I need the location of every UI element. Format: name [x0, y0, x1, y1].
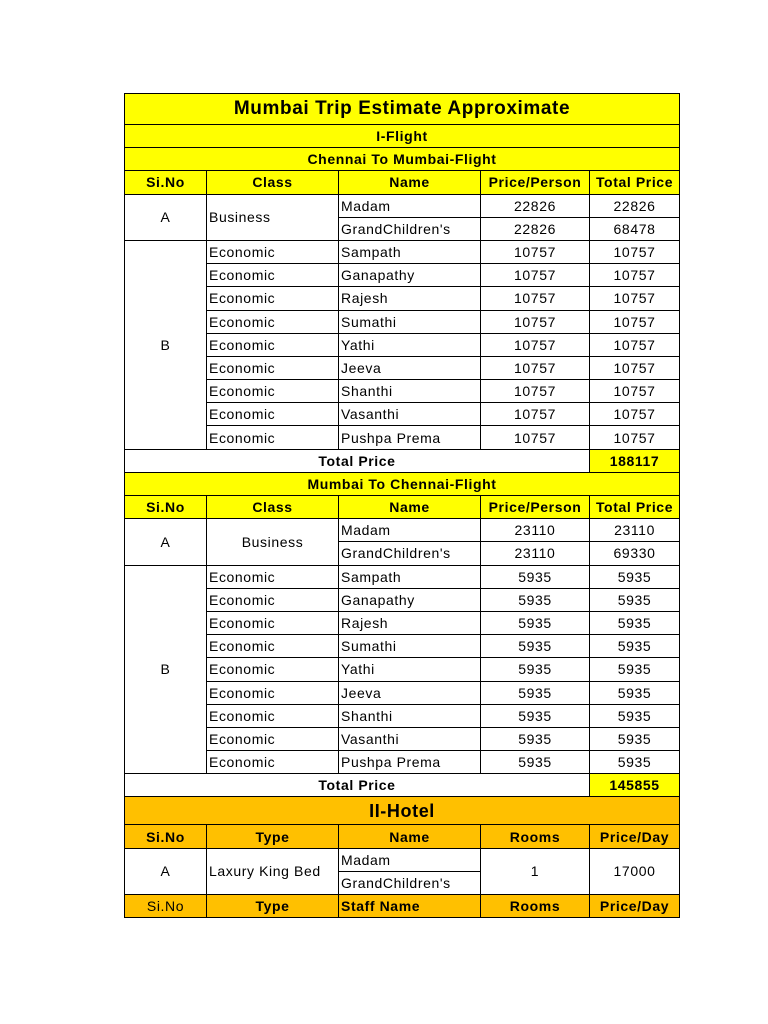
name-cell: Sumathi: [339, 635, 481, 658]
trip-estimate-table: [124, 93, 680, 918]
total-cell: 10757: [590, 380, 680, 403]
hotel-header-name: Name: [339, 825, 481, 848]
total-cell: 10757: [590, 403, 680, 426]
header-class: Class: [207, 171, 339, 194]
price-cell: 10757: [481, 380, 590, 403]
price-cell: 23110: [481, 519, 590, 542]
table-row: [125, 727, 680, 750]
total-cell: 10757: [590, 287, 680, 310]
name-cell: Madam: [339, 194, 481, 217]
name-cell: Rajesh: [339, 611, 481, 634]
total-cell: 10757: [590, 240, 680, 263]
price-cell: 5935: [481, 565, 590, 588]
table-row: [125, 287, 680, 310]
total-cell: 5935: [590, 635, 680, 658]
class-cell: Economic: [207, 565, 339, 588]
name-cell: GrandChildren's: [339, 217, 481, 240]
total-row: [125, 774, 680, 797]
table-row: [125, 565, 680, 588]
staff-header-sino: Si.No: [125, 895, 207, 918]
price-cell: 10757: [481, 356, 590, 379]
header-name: Name: [339, 496, 481, 519]
total-cell: 10757: [590, 264, 680, 287]
name-cell: Sumathi: [339, 310, 481, 333]
name-cell: Pushpa Prema: [339, 751, 481, 774]
total-cell: 10757: [590, 310, 680, 333]
name-cell: Rajesh: [339, 287, 481, 310]
price-cell: 5935: [481, 704, 590, 727]
price-cell: 10757: [481, 264, 590, 287]
name-cell: Ganapathy: [339, 264, 481, 287]
flight1-title: Chennai To Mumbai-Flight: [125, 148, 680, 171]
total-cell: 69330: [590, 542, 680, 565]
price-cell: 5935: [481, 751, 590, 774]
price-cell: 23110: [481, 542, 590, 565]
price-cell: 10757: [481, 310, 590, 333]
total-cell: 22826: [590, 194, 680, 217]
table-row: [125, 751, 680, 774]
hotel-sino-cell: A: [125, 848, 207, 894]
class-cell: Economic: [207, 681, 339, 704]
staff-header-name: Staff Name: [339, 895, 481, 918]
table-row: [125, 704, 680, 727]
flight2-title: Mumbai To Chennai-Flight: [125, 472, 680, 495]
column-header-row: [125, 496, 680, 519]
sino-cell: B: [125, 565, 207, 774]
table-row: [125, 333, 680, 356]
class-cell: Economic: [207, 287, 339, 310]
total-cell: 5935: [590, 658, 680, 681]
sino-cell: A: [125, 194, 207, 240]
name-cell: Sampath: [339, 565, 481, 588]
class-cell: Economic: [207, 240, 339, 263]
price-cell: 5935: [481, 635, 590, 658]
class-cell: Economic: [207, 704, 339, 727]
class-cell: Economic: [207, 611, 339, 634]
name-cell: Yathi: [339, 658, 481, 681]
price-cell: 10757: [481, 240, 590, 263]
name-cell: Ganapathy: [339, 588, 481, 611]
class-cell: Economic: [207, 380, 339, 403]
sino-cell: A: [125, 519, 207, 565]
section-flight-title: I-Flight: [125, 125, 680, 148]
name-cell: Shanthi: [339, 704, 481, 727]
total-cell: 5935: [590, 588, 680, 611]
class-cell: Economic: [207, 751, 339, 774]
table-row: [125, 588, 680, 611]
header-class: Class: [207, 496, 339, 519]
table-row: [125, 310, 680, 333]
column-header-row: [125, 171, 680, 194]
hotel-name-cell: Madam: [339, 848, 481, 871]
class-cell: Economic: [207, 333, 339, 356]
name-cell: GrandChildren's: [339, 542, 481, 565]
price-cell: 5935: [481, 588, 590, 611]
total-cell: 5935: [590, 565, 680, 588]
table-row: [125, 426, 680, 449]
class-cell: Economic: [207, 356, 339, 379]
total-cell: 5935: [590, 727, 680, 750]
header-total-price: Total Price: [590, 171, 680, 194]
total-row: [125, 449, 680, 472]
table-row: [125, 356, 680, 379]
hotel-price-day-cell: 17000: [590, 848, 680, 894]
class-cell: Economic: [207, 588, 339, 611]
total-cell: 10757: [590, 333, 680, 356]
staff-header-type: Type: [207, 895, 339, 918]
flight-title-row: [125, 148, 680, 171]
price-cell: 10757: [481, 403, 590, 426]
name-cell: Pushpa Prema: [339, 426, 481, 449]
total-price-value: 188117: [590, 449, 680, 472]
hotel-header-row: [125, 825, 680, 848]
price-cell: 10757: [481, 287, 590, 310]
name-cell: Vasanthi: [339, 403, 481, 426]
table-row: [125, 658, 680, 681]
staff-header-rooms: Rooms: [481, 895, 590, 918]
table-row: [125, 264, 680, 287]
price-cell: 5935: [481, 681, 590, 704]
header-name: Name: [339, 171, 481, 194]
page-title: Mumbai Trip Estimate Approximate: [125, 94, 680, 125]
price-cell: 5935: [481, 611, 590, 634]
class-cell: Economic: [207, 635, 339, 658]
hotel-header-sino: Si.No: [125, 825, 207, 848]
header-sino: Si.No: [125, 496, 207, 519]
name-cell: Sampath: [339, 240, 481, 263]
hotel-title-row: [125, 797, 680, 825]
hotel-title: II-Hotel: [125, 797, 680, 825]
total-cell: 68478: [590, 217, 680, 240]
table-row: [125, 380, 680, 403]
class-cell: Business: [207, 519, 339, 565]
class-cell: Economic: [207, 727, 339, 750]
section-row: [125, 125, 680, 148]
hotel-header-rooms: Rooms: [481, 825, 590, 848]
price-cell: 5935: [481, 658, 590, 681]
class-cell: Economic: [207, 264, 339, 287]
hotel-type-cell: Laxury King Bed: [207, 848, 339, 894]
price-cell: 5935: [481, 727, 590, 750]
hotel-row: [125, 848, 680, 871]
hotel-header-type: Type: [207, 825, 339, 848]
header-price-person: Price/Person: [481, 171, 590, 194]
name-cell: Yathi: [339, 333, 481, 356]
total-cell: 10757: [590, 426, 680, 449]
class-cell: Economic: [207, 658, 339, 681]
name-cell: Shanthi: [339, 380, 481, 403]
staff-header-row: [125, 895, 680, 918]
class-cell: Economic: [207, 310, 339, 333]
total-cell: 23110: [590, 519, 680, 542]
table-row: [125, 681, 680, 704]
staff-header-price-day: Price/Day: [590, 895, 680, 918]
hotel-header-price-day: Price/Day: [590, 825, 680, 848]
total-price-label: Total Price: [125, 449, 590, 472]
hotel-rooms-cell: 1: [481, 848, 590, 894]
sino-cell: B: [125, 240, 207, 449]
price-cell: 22826: [481, 194, 590, 217]
table-row: [125, 519, 680, 542]
price-cell: 10757: [481, 333, 590, 356]
total-cell: 5935: [590, 751, 680, 774]
total-cell: 10757: [590, 356, 680, 379]
name-cell: Madam: [339, 519, 481, 542]
header-price-person: Price/Person: [481, 496, 590, 519]
name-cell: Jeeva: [339, 681, 481, 704]
name-cell: Jeeva: [339, 356, 481, 379]
header-total-price: Total Price: [590, 496, 680, 519]
hotel-name-cell: GrandChildren's: [339, 871, 481, 894]
title-row: [125, 94, 680, 125]
table-row: [125, 403, 680, 426]
table-row: [125, 240, 680, 263]
total-cell: 5935: [590, 704, 680, 727]
header-sino: Si.No: [125, 171, 207, 194]
price-cell: 10757: [481, 426, 590, 449]
total-cell: 5935: [590, 681, 680, 704]
name-cell: Vasanthi: [339, 727, 481, 750]
class-cell: Business: [207, 194, 339, 240]
flight-title-row: [125, 472, 680, 495]
table-row: [125, 635, 680, 658]
total-cell: 5935: [590, 611, 680, 634]
class-cell: Economic: [207, 403, 339, 426]
table-row: [125, 194, 680, 217]
total-price-value: 145855: [590, 774, 680, 797]
table-row: [125, 611, 680, 634]
price-cell: 22826: [481, 217, 590, 240]
total-price-label: Total Price: [125, 774, 590, 797]
class-cell: Economic: [207, 426, 339, 449]
